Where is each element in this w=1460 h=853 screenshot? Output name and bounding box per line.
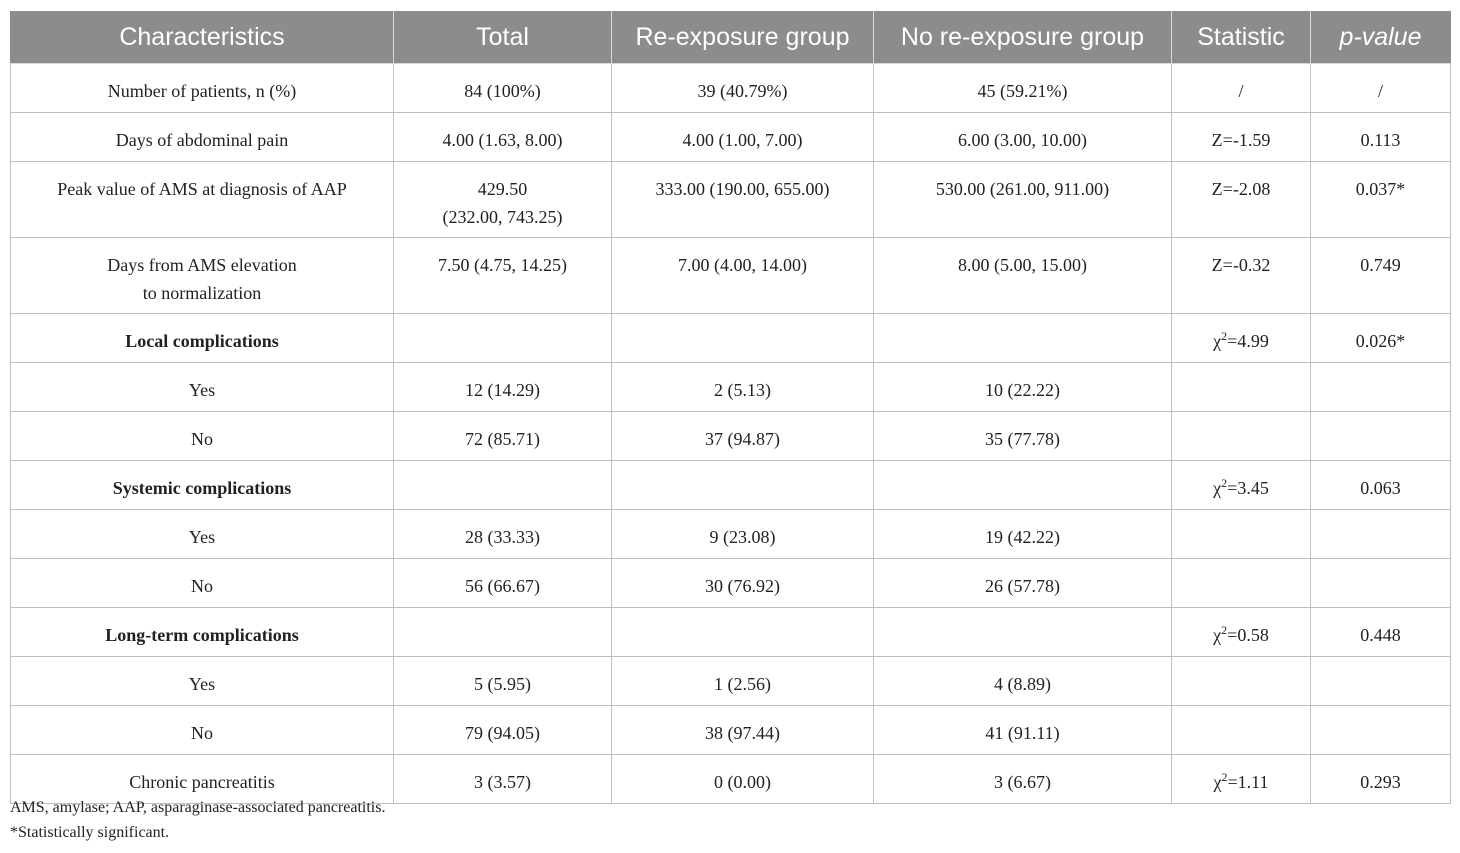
cell-total — [394, 461, 612, 510]
chi-symbol: χ — [1213, 478, 1222, 498]
cell-total — [394, 314, 612, 363]
row-label: Yes — [11, 363, 394, 412]
cell-no-re-exposure: 19 (42.22) — [874, 510, 1172, 559]
cell-re-exposure: 30 (76.92) — [612, 559, 874, 608]
cell-re-exposure: 333.00 (190.00, 655.00) — [612, 162, 874, 238]
row-label: Systemic complications — [11, 461, 394, 510]
cell-re-exposure: 7.00 (4.00, 14.00) — [612, 238, 874, 314]
row-label: No — [11, 706, 394, 755]
footnote-abbreviations: AMS, amylase; AAP, asparaginase-associated pancreatitis. — [10, 799, 386, 816]
cell-re-exposure: 0 (0.00) — [612, 755, 874, 804]
table-row — [11, 314, 1451, 363]
cell-statistic: Z=-2.08 — [1172, 162, 1311, 238]
cell-re-exposure: 39 (40.79%) — [612, 64, 874, 113]
cell-re-exposure: 37 (94.87) — [612, 412, 874, 461]
cell-total: 7.50 (4.75, 14.25) — [394, 238, 612, 314]
table-row — [11, 113, 1451, 162]
row-label: No — [11, 412, 394, 461]
cell-statistic: / — [1172, 64, 1311, 113]
cell-statistic — [1172, 510, 1311, 559]
cell-no-re-exposure: 41 (91.11) — [874, 706, 1172, 755]
table-row — [11, 461, 1451, 510]
table-row — [11, 412, 1451, 461]
header-total: Total — [394, 12, 612, 64]
cell-p-value — [1311, 657, 1451, 706]
table-row — [11, 238, 1451, 314]
cell-total: 84 (100%) — [394, 64, 612, 113]
chi-superscript: 2 — [1221, 770, 1228, 784]
chi-symbol: χ — [1213, 331, 1222, 351]
cell-p-value: 0.113 — [1311, 113, 1451, 162]
cell-p-value — [1311, 363, 1451, 412]
cell-p-value — [1311, 706, 1451, 755]
cell-no-re-exposure: 4 (8.89) — [874, 657, 1172, 706]
cell-no-re-exposure: 10 (22.22) — [874, 363, 1172, 412]
table-row — [11, 162, 1451, 238]
header-characteristics: Characteristics — [11, 12, 394, 64]
cell-total — [394, 162, 612, 238]
chi-symbol: χ — [1213, 772, 1222, 792]
cell-p-value: 0.037* — [1311, 162, 1451, 238]
chi-superscript: 2 — [1221, 329, 1228, 343]
row-label-line1: Days from AMS elevation — [107, 255, 297, 275]
statistic-value: =1.11 — [1227, 772, 1269, 792]
cell-total: 28 (33.33) — [394, 510, 612, 559]
cell-total: 4.00 (1.63, 8.00) — [394, 113, 612, 162]
table-row — [11, 706, 1451, 755]
cell-re-exposure: 9 (23.08) — [612, 510, 874, 559]
cell-no-re-exposure — [874, 608, 1172, 657]
header-re-exposure: Re-exposure group — [612, 12, 874, 64]
cell-p-value — [1311, 412, 1451, 461]
cell-no-re-exposure: 3 (6.67) — [874, 755, 1172, 804]
results-table — [10, 11, 1451, 804]
cell-p-value: 0.063 — [1311, 461, 1451, 510]
row-label: Long-term complications — [11, 608, 394, 657]
table-row — [11, 510, 1451, 559]
table-row — [11, 608, 1451, 657]
cell-statistic — [1172, 706, 1311, 755]
cell-p-value: 0.293 — [1311, 755, 1451, 804]
row-label: Chronic pancreatitis — [11, 755, 394, 804]
cell-total: 56 (66.67) — [394, 559, 612, 608]
statistic-value: =0.58 — [1227, 625, 1269, 645]
cell-p-value: 0.448 — [1311, 608, 1451, 657]
row-label: Number of patients, n (%) — [11, 64, 394, 113]
footnote-significance: *Statistically significant. — [10, 824, 170, 841]
cell-re-exposure — [612, 314, 874, 363]
cell-re-exposure — [612, 608, 874, 657]
cell-total: 79 (94.05) — [394, 706, 612, 755]
table-row — [11, 363, 1451, 412]
statistic-value: =3.45 — [1227, 478, 1269, 498]
cell-p-value: / — [1311, 64, 1451, 113]
header-statistic: Statistic — [1172, 12, 1311, 64]
cell-no-re-exposure — [874, 314, 1172, 363]
cell-statistic — [1172, 412, 1311, 461]
chi-superscript: 2 — [1221, 476, 1228, 490]
cell-total-line1: 429.50 — [477, 179, 528, 199]
cell-total: 5 (5.95) — [394, 657, 612, 706]
cell-re-exposure: 2 (5.13) — [612, 363, 874, 412]
cell-total — [394, 608, 612, 657]
row-label — [11, 238, 394, 314]
cell-statistic — [1172, 559, 1311, 608]
cell-statistic — [1172, 314, 1311, 363]
cell-no-re-exposure — [874, 461, 1172, 510]
table-footnotes — [10, 795, 385, 845]
row-label: Local complications — [11, 314, 394, 363]
cell-p-value — [1311, 510, 1451, 559]
header-row — [11, 12, 1451, 64]
cell-no-re-exposure: 45 (59.21%) — [874, 64, 1172, 113]
cell-p-value: 0.749 — [1311, 238, 1451, 314]
cell-no-re-exposure: 6.00 (3.00, 10.00) — [874, 113, 1172, 162]
cell-no-re-exposure: 530.00 (261.00, 911.00) — [874, 162, 1172, 238]
cell-statistic — [1172, 657, 1311, 706]
table-row — [11, 64, 1451, 113]
row-label: Peak value of AMS at diagnosis of AAP — [11, 162, 394, 238]
row-label-line2: to normalization — [142, 283, 262, 303]
row-label: Yes — [11, 510, 394, 559]
row-label: Yes — [11, 657, 394, 706]
cell-no-re-exposure: 35 (77.78) — [874, 412, 1172, 461]
cell-no-re-exposure: 26 (57.78) — [874, 559, 1172, 608]
cell-re-exposure — [612, 461, 874, 510]
cell-total: 3 (3.57) — [394, 755, 612, 804]
cell-statistic: Z=-1.59 — [1172, 113, 1311, 162]
cell-statistic — [1172, 755, 1311, 804]
cell-statistic — [1172, 608, 1311, 657]
cell-total: 72 (85.71) — [394, 412, 612, 461]
cell-p-value: 0.026* — [1311, 314, 1451, 363]
cell-total-line2: (232.00, 743.25) — [442, 207, 563, 227]
cell-re-exposure: 1 (2.56) — [612, 657, 874, 706]
results-table-container — [10, 11, 1450, 804]
table-row — [11, 559, 1451, 608]
chi-symbol: χ — [1213, 625, 1222, 645]
row-label: No — [11, 559, 394, 608]
cell-no-re-exposure: 8.00 (5.00, 15.00) — [874, 238, 1172, 314]
cell-statistic: Z=-0.32 — [1172, 238, 1311, 314]
cell-p-value — [1311, 559, 1451, 608]
cell-total: 12 (14.29) — [394, 363, 612, 412]
cell-re-exposure: 4.00 (1.00, 7.00) — [612, 113, 874, 162]
statistic-value: =4.99 — [1227, 331, 1269, 351]
cell-statistic — [1172, 363, 1311, 412]
cell-re-exposure: 38 (97.44) — [612, 706, 874, 755]
header-no-re-exposure: No re-exposure group — [874, 12, 1172, 64]
table-row — [11, 657, 1451, 706]
chi-superscript: 2 — [1221, 623, 1228, 637]
header-p-value: p-value — [1311, 12, 1451, 64]
cell-statistic — [1172, 461, 1311, 510]
row-label: Days of abdominal pain — [11, 113, 394, 162]
